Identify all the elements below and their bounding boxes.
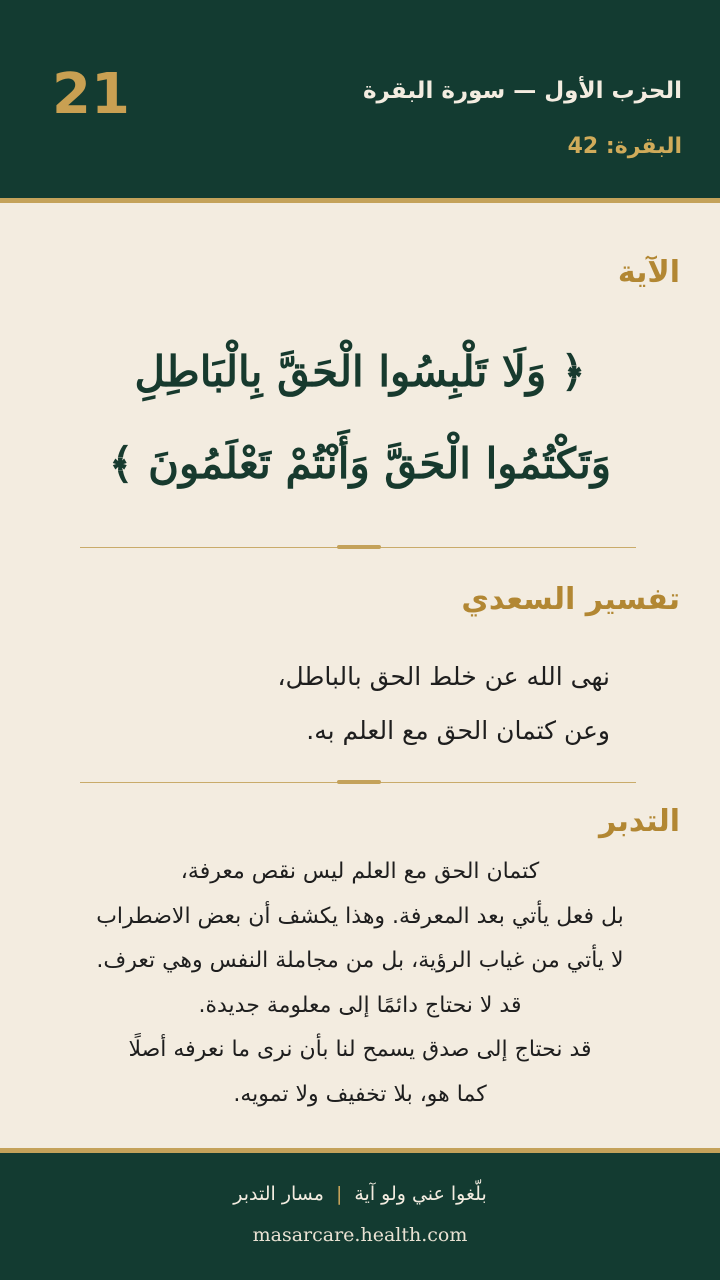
verse-line-1: ﴿ وَلَا تَلْبِسُوا الْحَقَّ بِالْبَاطِلِ	[134, 347, 586, 396]
tadabbur-line-4: قد لا نحتاج دائمًا إلى معلومة جديدة.	[198, 992, 522, 1018]
tadabbur-heading: التدبر	[598, 804, 680, 839]
verse-line-2: وَتَكْتُمُوا الْحَقَّ وَأَنْتُمْ تَعْلَمُونَ ﴾	[108, 439, 612, 488]
footer-motto: بلّغوا عني ولو آية	[354, 1183, 487, 1205]
page-number: 21	[52, 62, 130, 127]
tadabbur-line-5: قد نحتاج إلى صدق يسمح لنا بأن نرى ما نعرفه أصلًا	[128, 1037, 592, 1062]
verse-heading: الآية	[617, 255, 680, 290]
footer-separator: |	[335, 1183, 343, 1205]
footer-url[interactable]: masarcare.health.com	[252, 1224, 468, 1246]
tadabbur-line-1: كتمان الحق مع العلم ليس نقص معرفة،	[180, 859, 540, 884]
verse-reference: البقرة: 42	[567, 134, 682, 159]
divider-ornament	[337, 780, 381, 784]
divider-ornament	[337, 545, 381, 549]
footer-tagline	[0, 1183, 720, 1205]
tadabbur-line-2: بل فعل يأتي بعد المعرفة. وهذا يكشف أن بعض الاضطراب	[96, 903, 624, 929]
tafsir-heading: تفسير السعدي	[461, 582, 680, 617]
tafsir-text	[277, 650, 610, 758]
footer-bar	[0, 1153, 720, 1280]
tadabbur-line-3: لا يأتي من غياب الرؤية، بل من مجاملة النفس وهي تعرف.	[96, 948, 624, 973]
hizb-surah-title: الحزب الأول — سورة البقرة	[362, 78, 682, 104]
tadabbur-text	[50, 850, 670, 1117]
tafsir-line-1: نهى الله عن خلط الحق بالباطل،	[277, 662, 610, 691]
tadabbur-line-6: كما هو، بلا تخفيف ولا تمويه.	[233, 1081, 487, 1107]
header-gold-rule	[0, 198, 720, 203]
verse-text	[60, 326, 660, 510]
tafsir-line-2: وعن كتمان الحق مع العلم به.	[306, 716, 610, 745]
footer-brand: مسار التدبر	[233, 1183, 324, 1205]
